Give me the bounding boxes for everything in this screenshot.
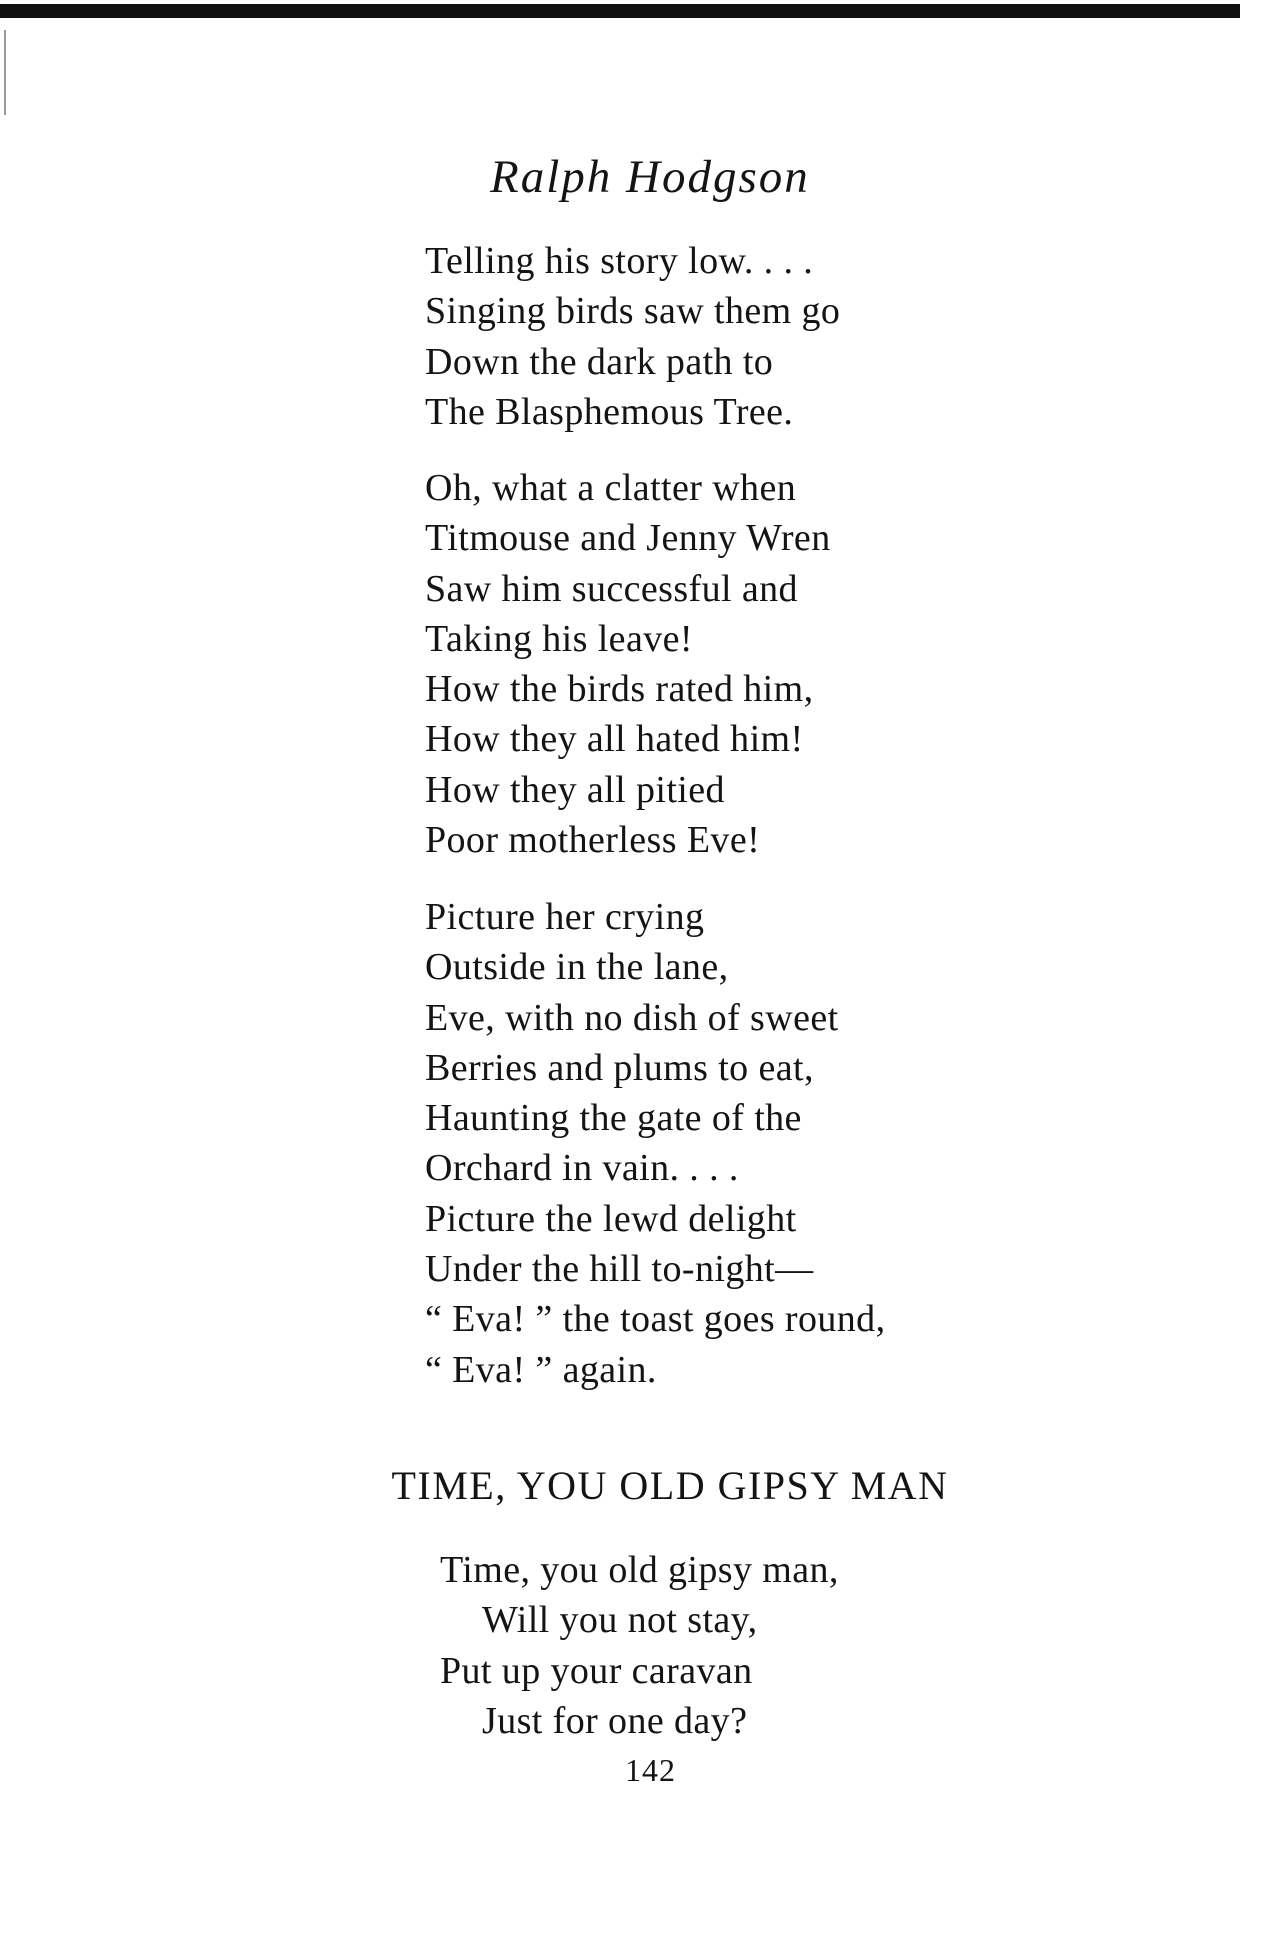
poem-line: Haunting the gate of the: [425, 1097, 802, 1140]
poem-line: Telling his story low. . . .: [425, 240, 814, 282]
poem-line: How they all hated him!: [425, 718, 804, 761]
poem-line: Poor motherless Eve!: [425, 819, 761, 862]
poem-line: How the birds rated him,: [425, 668, 814, 711]
poem-line: Outside in the lane,: [425, 946, 729, 989]
running-head-author: Ralph Hodgson: [490, 151, 810, 203]
stanza-2: [425, 463, 831, 865]
page-number: 142: [625, 1752, 676, 1788]
poem-line: How they all pitied: [425, 768, 725, 811]
poem-line: Picture her crying: [425, 896, 705, 938]
poem-line: Oh, what a clatter when: [425, 467, 797, 509]
poem-line: Orchard in vain. . . .: [425, 1147, 739, 1190]
poem-line: Taking his leave!: [425, 617, 693, 660]
poem-line: Titmouse and Jenny Wren: [425, 517, 831, 560]
poem-line: Singing birds saw them go: [425, 290, 841, 333]
poem-line-indented: Will you not stay,: [482, 1599, 758, 1642]
poem-line: Down the dark path to: [425, 340, 774, 383]
poem-line: The Blasphemous Tree.: [425, 390, 794, 433]
poem-line: “ Eva! ” again.: [425, 1348, 657, 1391]
poem-line: Berries and plums to eat,: [425, 1046, 814, 1089]
poem-line: Eve, with no dish of sweet: [425, 996, 839, 1039]
margin-mark: [4, 30, 6, 115]
poem-line: Put up your caravan: [440, 1649, 753, 1692]
stanza-3: [425, 892, 885, 1395]
stanza-next-poem: [440, 1545, 839, 1746]
stanza-1: [425, 236, 840, 437]
poem-line: Saw him successful and: [425, 567, 798, 610]
poem-line-indented: Just for one day?: [482, 1699, 748, 1742]
poem-line: Time, you old gipsy man,: [440, 1549, 839, 1591]
poem-line: Under the hill to-night—: [425, 1248, 814, 1291]
top-rule: [0, 4, 1240, 18]
poem-line: “ Eva! ” the toast goes round,: [425, 1298, 886, 1341]
poem-title: TIME, YOU OLD GIPSY MAN: [391, 1463, 949, 1508]
poem-line: Picture the lewd delight: [425, 1197, 797, 1240]
